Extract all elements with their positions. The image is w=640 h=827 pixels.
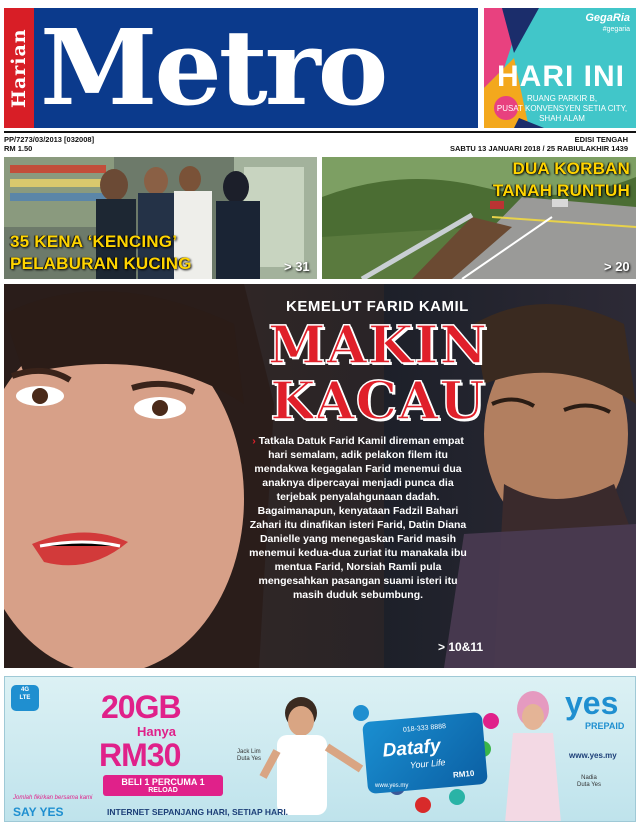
edition-label: EDISI TENGAH — [574, 135, 628, 144]
permit-number: PP/7273/03/2013 [032008] — [4, 135, 95, 144]
ad-ambassador-role: Duta Yes — [237, 756, 262, 762]
ad-prepaid-label: PREPAID — [585, 721, 625, 731]
teaser-page-ref: > 31 — [284, 259, 310, 274]
logo-harian: Harian — [8, 28, 30, 108]
main-story[interactable] — [4, 284, 636, 668]
masthead — [0, 0, 640, 153]
promo-location-line: PUSAT KONVENSYEN SETIA CITY, — [496, 104, 628, 113]
ad-hanya: Hanya — [137, 724, 177, 739]
promo-box[interactable] — [484, 8, 636, 128]
ad-card-number: 018-333 8888 — [402, 723, 447, 734]
promo-hashtag: #gegaria — [602, 26, 630, 33]
logo-metro: Metro — [40, 6, 386, 129]
ad-tagline-small: Jomlah fikirkan bersama kami — [13, 795, 93, 801]
ad-offer-subtext: RELOAD — [148, 787, 178, 794]
issue-info-row — [4, 131, 636, 153]
ad-ambassador-name: Jack Lim — [237, 749, 261, 755]
ad-card-subtitle: Your Life — [409, 757, 446, 771]
ad-offer-text: BELI 1 PERCUMA 1 — [121, 777, 205, 787]
story-kicker: KEMELUT FARID KAMIL — [286, 298, 469, 315]
ad-ambassador-name: Nadia — [581, 775, 597, 781]
ad-card-title: Datafy — [381, 735, 442, 762]
yes-advertisement[interactable] — [4, 676, 636, 822]
ad-ambassador-1 — [237, 749, 261, 763]
teaser-headline-line: PELABURAN KUCING — [10, 254, 192, 273]
teaser-tanah-runtuh[interactable] — [322, 157, 636, 279]
ad-sim-card — [362, 712, 488, 794]
ad-4g-text: 4G — [20, 687, 29, 693]
newspaper-logo[interactable] — [4, 8, 478, 128]
story-body-arrow: › — [252, 435, 256, 447]
teaser-headline-line: DUA KORBAN — [512, 159, 630, 178]
issue-date: SABTU 13 JANUARI 2018 / 25 RABIULAKHIR 1439 — [450, 144, 628, 153]
ad-say-yes: SAY YES — [13, 805, 64, 819]
ad-data-amount: 20GB — [101, 689, 181, 725]
story-body-text: Tatkala Datuk Farid Kamil direman empat hari semalam, adik pelakon filem itu mendakwa kegagalan Farid menemui dua anaknya dipercayai menjadi punca dia terjebak penyalahgunaan dadah. Bagaimanapun, kenyataan Fadzil Bahari Zahari itu dinafikan isteri Farid, Datin Diana Danielle yang menegaskan Farid masih menemui kedua-dua zuriat itu manakala ibu mentua Farid, Norsiah Ramli pula mengesahkan pasangan suami isteri itu masih duduk sebumbung. — [249, 435, 467, 601]
ad-ambassador-2 — [577, 775, 601, 789]
ad-card-value: RM10 — [452, 768, 475, 780]
promo-title: HARI INI — [497, 60, 625, 93]
teaser-headline-line: 35 KENA ‘KENCING’ — [10, 232, 178, 251]
issue-price: RM 1.50 — [4, 144, 33, 153]
teaser-headline-line: TANAH RUNTUH — [492, 181, 630, 200]
ad-footer-text: INTERNET SEPANJANG HARI, SETIAP HARI. — [107, 807, 289, 817]
ad-price: RM30 — [99, 737, 181, 773]
teaser-page-ref: > 20 — [604, 259, 630, 274]
teaser-kencing-pelaburan[interactable] — [4, 157, 317, 279]
promo-location-line: SHAH ALAM — [539, 114, 585, 123]
promo-location-line: RUANG PARKIR B, — [526, 94, 598, 103]
story-page-ref: > 10&11 — [438, 640, 484, 654]
ad-offer-badge — [103, 775, 223, 796]
story-headline-line: MAKIN — [268, 315, 488, 376]
ad-ambassador-role: Duta Yes — [577, 782, 602, 788]
ad-card-url: www.yes.my — [375, 783, 409, 789]
story-headline-line: KACAU — [270, 371, 486, 432]
ad-brand-logo: yes — [565, 685, 619, 721]
ad-url[interactable]: www.yes.my — [569, 751, 617, 760]
story-body — [244, 434, 472, 602]
ad-lte-text: LTE — [19, 695, 31, 701]
promo-brand: GegaRia — [585, 12, 630, 24]
